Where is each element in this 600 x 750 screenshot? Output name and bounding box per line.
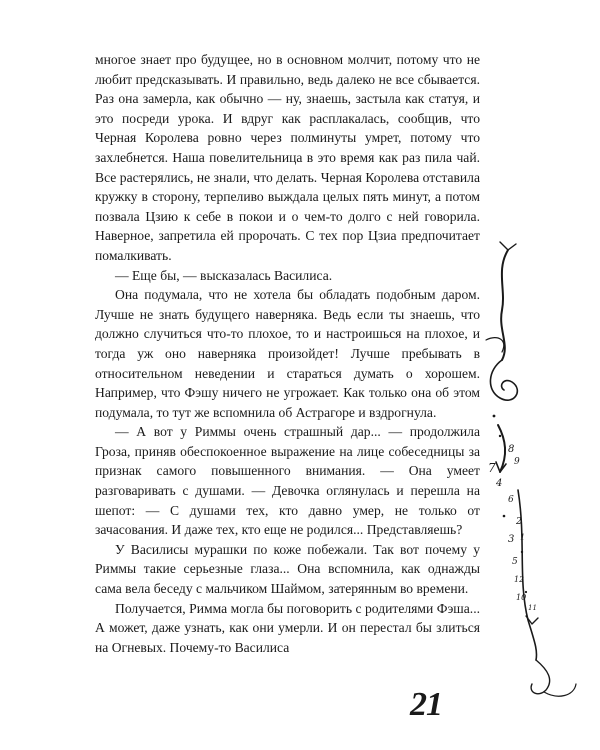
ornament-digit: 10 bbox=[516, 593, 527, 602]
ornament-digit: 12 bbox=[514, 575, 525, 584]
paragraph: многое знает про будущее, но в основном молчит, потому что не любит предсказывать. И правильно, ведь далеко не все сбывается. Раз она замерла, как обычно — ну, знаешь, застыла как статуя, и это посреди урока. И вдруг как расплакалась, сообщив, что Черная Королева ровно через полминуты умрет, потому что захлебнется. Наша повелительница в это время как раз пила чай. Все растерялись, не знали, что делать. Черная Королева отставила кружку в сторону, терпеливо выждала целых пять минут, а потом позвала Цзию к себе в покои и о чем-то долго с ней говорила. Наверное, запретила ей пророчать. С тех пор Цзиа предпочитает помалкивать. bbox=[95, 52, 480, 263]
paragraph: У Василисы мурашки по коже побежали. Так вот почему у Риммы такие серьезные глаза... Она вспомнила, как однажды сама вела беседу с мальчиком Шаймом, затерянным во времени. bbox=[95, 541, 480, 597]
paragraph: Получается, Римма могла бы поговорить с родителями Фэша... А может, даже узнать, как они умерли. И он перестал бы злиться на Огневых. Почему-то Василиса bbox=[95, 600, 480, 655]
ornament-digit: 3 bbox=[508, 534, 515, 545]
body-text bbox=[95, 50, 480, 657]
clock-ornament bbox=[478, 240, 588, 720]
paragraph: Она подумала, что не хотела бы обладать подобным даром. Лучше не знать будущего наверняка. Ведь если ты знаешь, что должно случиться что-то плохое, то и настроишься на плохое, и тогда уж оно наверняка произойдет! Лучше пребывать в относительном неведении и стараться думать о хорошем. Например, что Фэшу ничего не угрожает. Как только она об этом подумала, то тут же вспомнила об Астрагоре и вздрогнула. bbox=[95, 287, 480, 420]
ornament-digit: 1 bbox=[520, 533, 526, 542]
ornament-digit: 9 bbox=[514, 457, 520, 467]
paragraph: — Еще бы, — высказалась Василиса. bbox=[115, 267, 333, 283]
ornament-digit: 7 bbox=[488, 461, 496, 475]
ornament-digit: 2 bbox=[516, 517, 522, 527]
ornament-digit: 11 bbox=[528, 604, 537, 612]
page-number: 21 bbox=[410, 686, 442, 723]
ornament-digit: 5 bbox=[512, 557, 518, 567]
ornament-digit: 4 bbox=[496, 478, 503, 489]
ornament-digit: 6 bbox=[508, 495, 514, 505]
ornament-digit: 8 bbox=[508, 444, 515, 455]
paragraph: — А вот у Риммы очень страшный дар... — продолжила Гроза, приняв обеспокоенное выражение на лице собеседницы за признак самого повышенного внимания. — Она умеет разговаривать с душами. — Девочка оглянулась и перешла на шепот: — С душами тех, кто давно умер, не только от зачасования. И даже тех, кто еще не родился... Представляешь? bbox=[95, 424, 480, 538]
